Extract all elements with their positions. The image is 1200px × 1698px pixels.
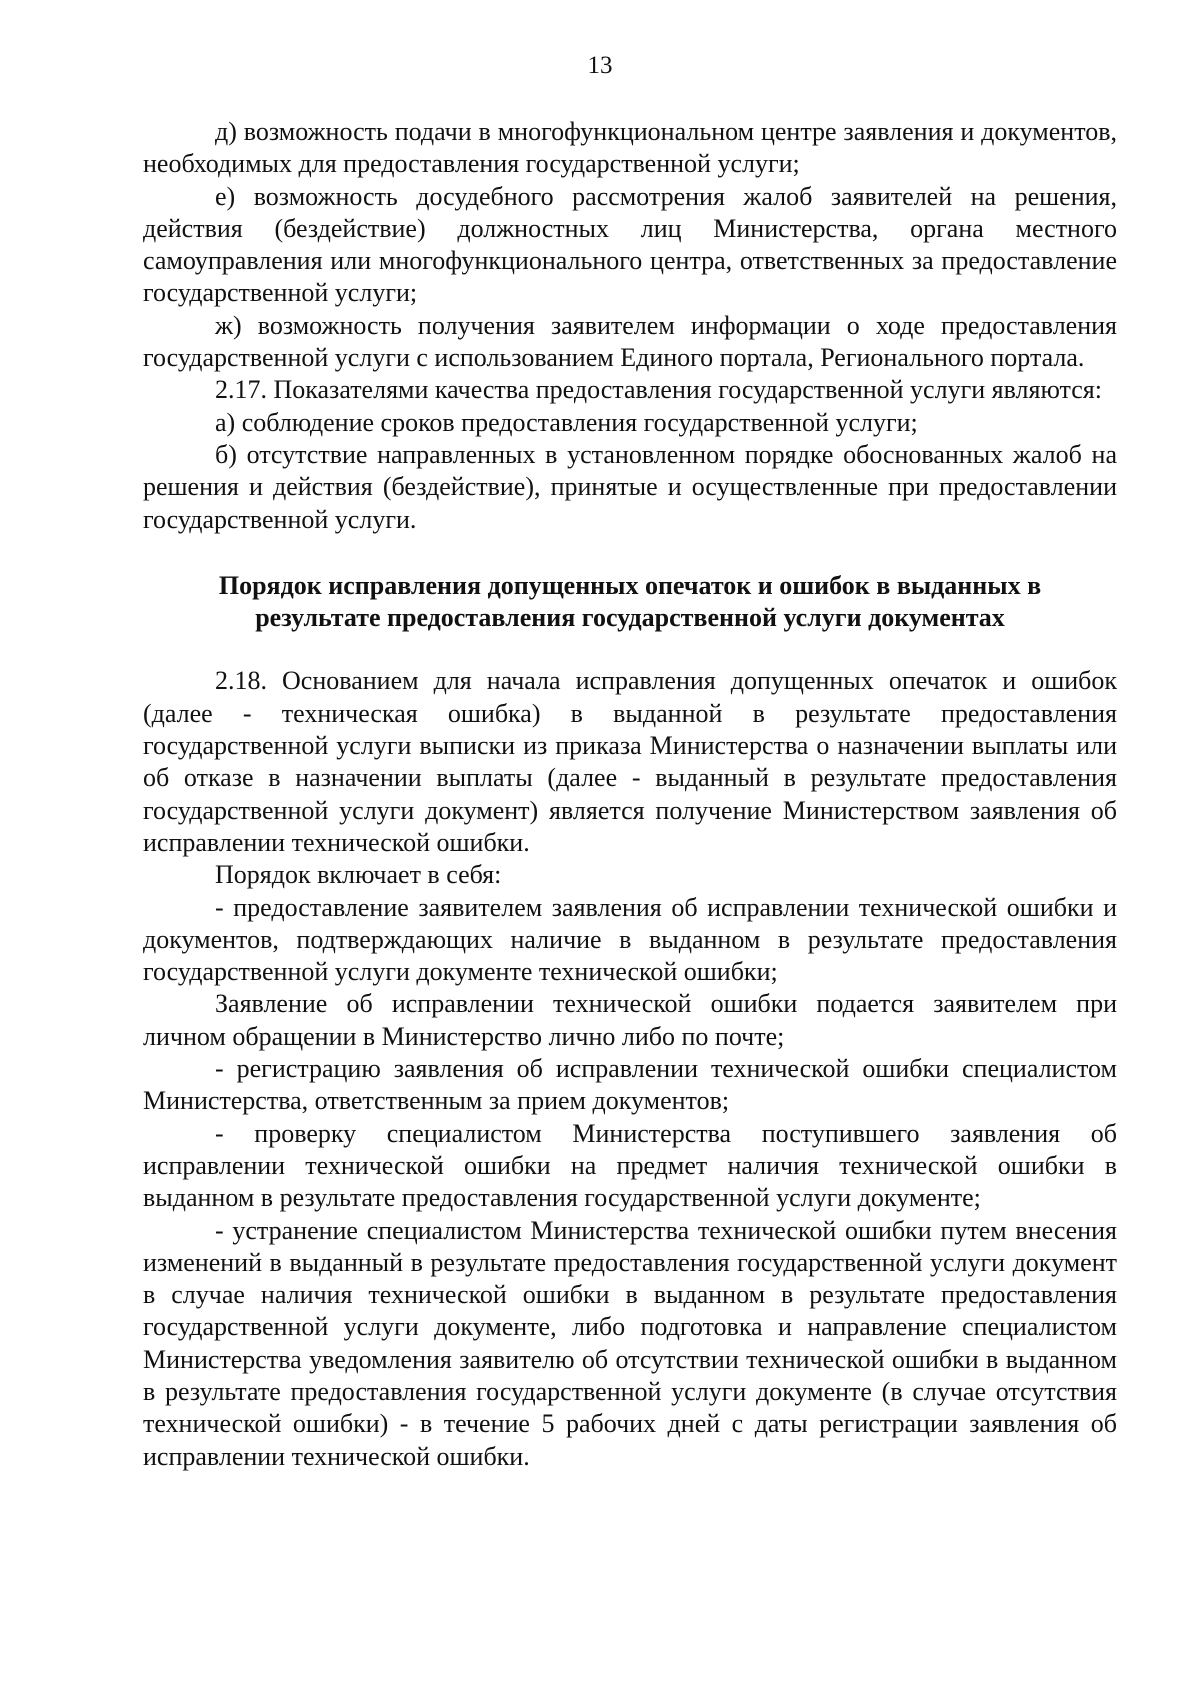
page-number: 13	[587, 52, 613, 79]
paragraph-2-17: 2.17. Показателями качества предоставления государственной услуги являются:	[215, 375, 1102, 405]
section-spacer-bottom	[143, 634, 1117, 665]
paragraph-item-d: д) возможность подачи в многофункциональном центре заявления и документов, необходимых для предоставления государственной услуги;	[143, 117, 1117, 179]
section-heading: Порядок исправления допущенных опечаток и ошибок в выданных в результате предоставления государственной услуги документах	[218, 570, 1042, 633]
paragraph-item-a: а) соблюдение сроков предоставления государственной услуги;	[215, 407, 918, 437]
paragraph-item-e: е) возможность досудебного рассмотрения жалоб заявителей на решения, действия (бездействие) должностных лиц Министерства, органа местного самоуправления или многофункционального центра, ответственных за предоставление государственной услуги;	[143, 181, 1117, 308]
paragraph-step-registration: - регистрацию заявления об исправлении технической ошибки специалистом Министерства, ответственным за прием документов;	[143, 1054, 1117, 1116]
paragraph-step-submission: - предоставление заявителем заявления об исправлении технической ошибки и документов, подтверждающих наличие в выданном в результате предоставления государственной услуги документе технической ошибки;	[143, 892, 1117, 987]
paragraph-item-b: б) отсутствие направленных в установленном порядке обоснованных жалоб на решения и действия (бездействие), принятые и осуществленные при предоставлении государственной услуги.	[143, 439, 1117, 534]
paragraph-procedure-intro: Порядок включает в себя:	[215, 860, 502, 890]
paragraph-step-verification: - проверку специалистом Министерства поступившего заявления об исправлении технической ошибки на предмет наличия технической ошибки в выданном в результате предоставления государственной услуги документе;	[143, 1118, 1117, 1213]
paragraph-2-18: 2.18. Основанием для начала исправления допущенных опечаток и ошибок (далее - техническая ошибка) в выданной в результате предоставления государственной услуги выписки из приказа Министерства о назначении выплаты или об отказе в назначении выплаты (далее - выданный в результате предоставления государственной услуги документ) является получение Министерством заявления об исправлении технической ошибки.	[143, 666, 1117, 857]
paragraph-step-correction: - устранение специалистом Министерства технической ошибки путем внесения изменений в выданный в результате предоставления государственной услуги документ в случае наличия технической ошибки в выданном в результате предоставления государственной услуги документе, либо подготовка и направление специалистом Министерства уведомления заявителю об отсутствии технической ошибки в выданном в результате предоставления государственной услуги документе (в случае отсутствия технической ошибки) - в течение 5 рабочих дней с даты регистрации заявления об исправлении технической ошибки.	[143, 1215, 1117, 1471]
paragraph-item-zh: ж) возможность получения заявителем информации о ходе предоставления государственной услуги с использованием Единого портала, Регионального портала.	[143, 310, 1117, 373]
paragraph-application-delivery: Заявление об исправлении технической ошибки подается заявителем при личном обращении в Министерство лично либо по почте;	[143, 989, 1117, 1051]
document-body	[143, 116, 1117, 1473]
section-spacer-top	[143, 536, 1117, 570]
